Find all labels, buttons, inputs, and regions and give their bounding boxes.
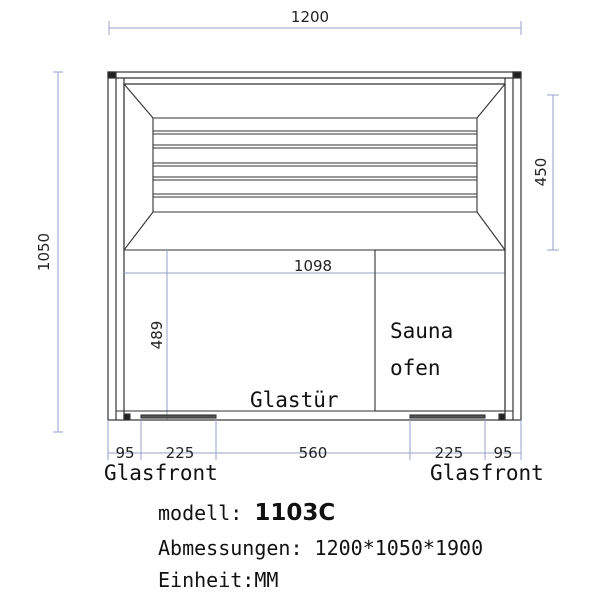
dimension-bottom-95-left: 95: [115, 444, 135, 462]
glass-door-label: Glastür: [250, 388, 339, 412]
dimension-height-total: [53, 72, 63, 432]
dimension-bottom-95-right: 95: [493, 444, 513, 462]
spec-model-label: modell:: [158, 501, 255, 525]
dimension-height-total-label: 1050: [35, 232, 53, 272]
spec-unit-value: MM: [254, 568, 279, 592]
dimension-door-height-label: 489: [148, 320, 166, 350]
dimension-upper-height-label: 450: [532, 157, 550, 187]
spec-unit-line: [158, 568, 278, 592]
dimension-inner-width-label: 1098: [293, 257, 333, 275]
cabin-frame: [108, 72, 521, 420]
dimension-bottom-560: 560: [298, 444, 328, 462]
sauna-oven-label-line1: Sauna: [390, 319, 454, 343]
spec-dimensions-label: Abmessungen:: [158, 536, 315, 560]
spec-model-value: 1103C: [254, 500, 336, 526]
spec-model-line: [158, 500, 335, 526]
spec-dimensions-line: [158, 536, 483, 560]
spec-dimensions-value: 1200*1050*1900: [314, 536, 484, 560]
spec-unit-label: Einheit:: [158, 568, 255, 592]
dimension-bottom-225-left: 225: [165, 444, 195, 462]
upper-backrest-panel: [124, 84, 505, 250]
dimension-width-total-label: 1200: [290, 8, 330, 26]
bottom-sill: [116, 411, 513, 420]
dimension-bottom-225-right: 225: [434, 444, 464, 462]
sauna-oven-label-line2: ofen: [390, 356, 441, 380]
glass-front-label-right: Glasfront: [430, 461, 544, 485]
glass-front-label-left: Glasfront: [104, 461, 218, 485]
